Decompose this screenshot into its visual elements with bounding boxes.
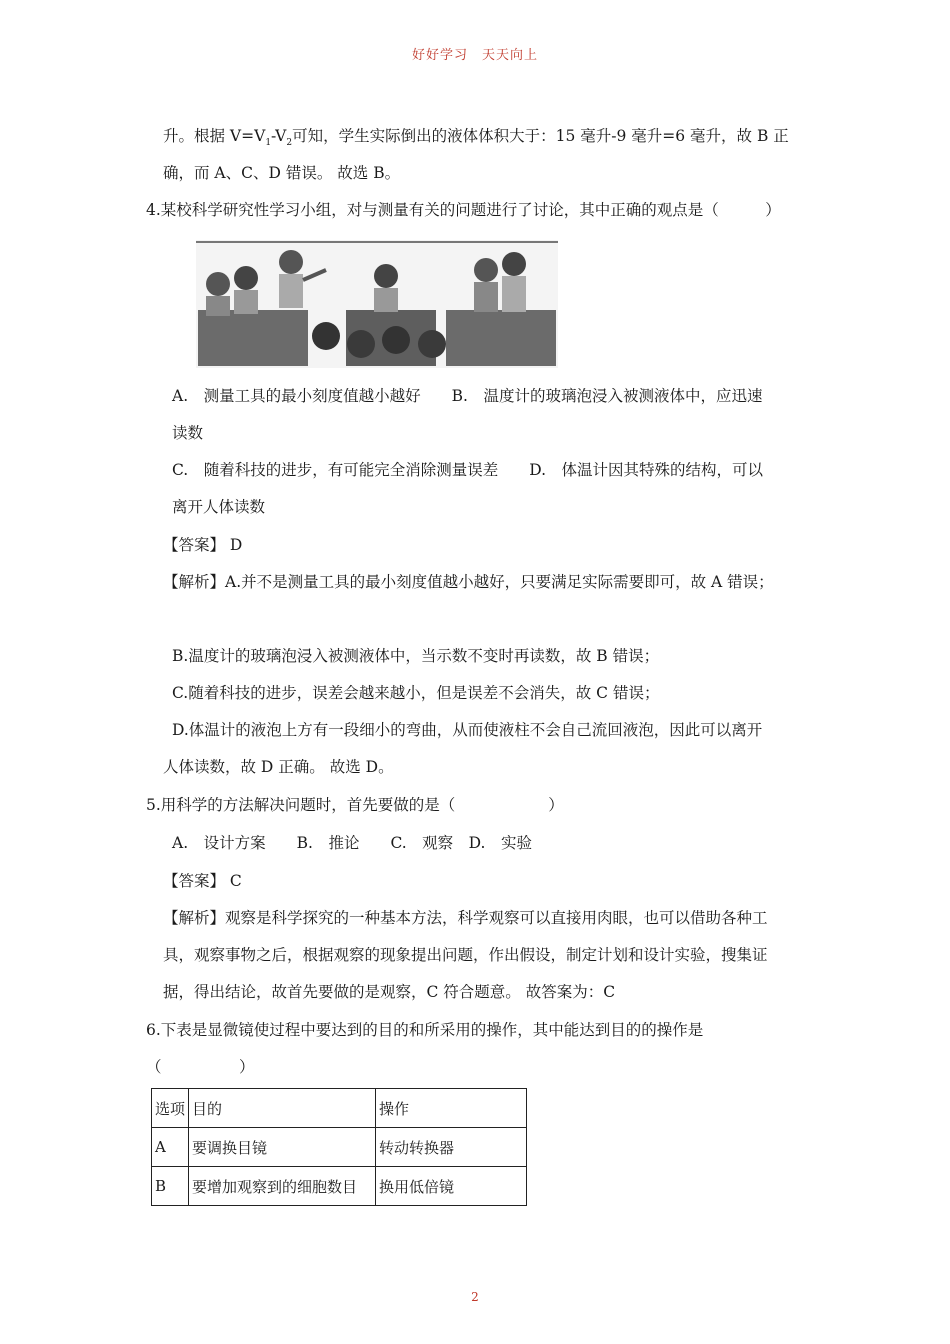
- text-segment: 可知，学生实际倒出的液体体积大于：15 毫升-9 毫升=6 毫升，故 B 正: [292, 127, 789, 145]
- question-4-explanation-1: 【解析】A.并不是测量工具的最小刻度值越小越好，只要满足实际需要即可，故 A 错误；: [163, 573, 774, 591]
- question-4-explanation-5: 人体读数，故 D 正确。 故选 D。: [163, 758, 394, 776]
- question-4-options-cd-cont: 离开人体读数: [172, 498, 266, 516]
- question-4-explanation-3: C.随着科技的进步，误差会越来越小，但是误差不会消失，故 C 错误；: [172, 684, 660, 702]
- table-header-row: [152, 1089, 527, 1128]
- question-5-options: A. 设计方案 B. 推论 C. 观察 D. 实验: [172, 834, 532, 852]
- text-segment: -V: [271, 127, 287, 145]
- question-6-paren: （ ）: [146, 1058, 255, 1076]
- table-header-cell: 操作: [376, 1089, 527, 1128]
- question-5-explanation-3: 据，得出结论，故首先要做的是观察，C 符合题意。 故答案为：C: [163, 983, 616, 1001]
- question-4: 4.某校科学研究性学习小组，对与测量有关的问题进行了讨论，其中正确的观点是（ ）: [146, 201, 781, 219]
- table-cell: B: [152, 1167, 189, 1206]
- table-cell: 要调换目镜: [189, 1128, 376, 1167]
- table-cell: 换用低倍镜: [376, 1167, 527, 1206]
- question-5-explanation-2: 具，观察事物之后，根据观察的现象提出问题，作出假设，制定计划和设计实验，搜集证: [163, 946, 768, 964]
- question-6: 6.下表是显微镜使过程中要达到的目的和所采用的操作，其中能达到目的的操作是: [146, 1021, 704, 1039]
- text-line-1: [163, 126, 789, 153]
- question-4-options-ab-cont: 读数: [172, 424, 204, 442]
- text-segment: 升。根据 V=V: [163, 127, 266, 145]
- question-4-explanation-4: D.体温计的液泡上方有一段细小的弯曲，从而使液柱不会自己流回液泡，因此可以离开: [172, 721, 763, 739]
- table-header-cell: 选项: [152, 1089, 189, 1128]
- table-cell: 要增加观察到的细胞数目: [189, 1167, 376, 1206]
- question-5: 5.用科学的方法解决问题时，首先要做的是（ ）: [146, 796, 564, 814]
- question-4-answer: 【答案】 D: [163, 536, 243, 554]
- question-4-options-cd: C. 随着科技的进步，有可能完全消除测量误差 D. 体温计因其特殊的结构，可以: [172, 461, 764, 479]
- question-4-explanation-2: B.温度计的玻璃泡浸入被测液体中，当示数不变时再读数，故 B 错误；: [172, 647, 660, 665]
- question-5-answer: 【答案】 C: [163, 872, 242, 890]
- subscript: 2: [286, 138, 293, 149]
- table-cell: 转动转换器: [376, 1128, 527, 1167]
- classroom-discussion-illustration: [196, 240, 558, 368]
- subscript: 1: [265, 138, 272, 149]
- text-line-2: 确，而 A、C、D 错误。 故选 B。: [163, 164, 401, 182]
- table-cell: A: [152, 1128, 189, 1167]
- question-5-explanation-1: 【解析】观察是科学探究的一种基本方法，科学观察可以直接用肉眼，也可以借助各种工: [163, 909, 768, 927]
- table-row: [152, 1128, 527, 1167]
- question-4-options-ab: A. 测量工具的最小刻度值越小越好 B. 温度计的玻璃泡浸入被测液体中，应迅速: [172, 387, 763, 405]
- table-header-cell: 目的: [189, 1089, 376, 1128]
- table-row: [152, 1167, 527, 1206]
- page-number: 2: [471, 1290, 479, 1304]
- page-header: 好好学习 天天向上: [411, 48, 538, 63]
- microscope-operations-table: [151, 1088, 527, 1206]
